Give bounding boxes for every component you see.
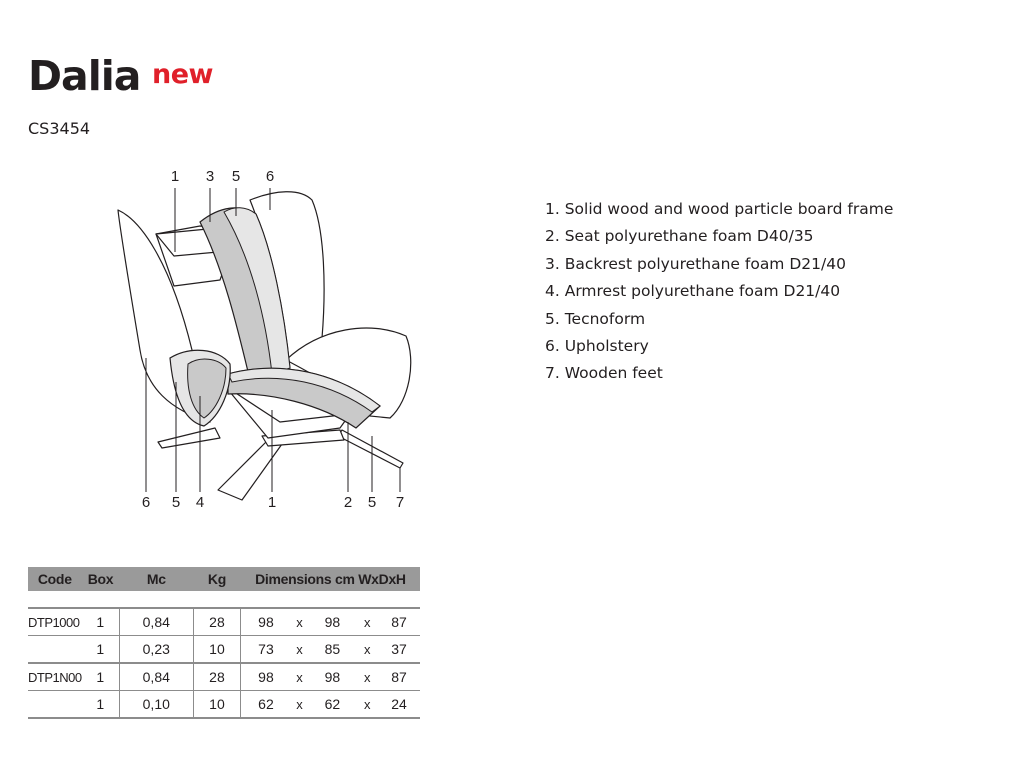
row-height: 24 <box>378 691 420 719</box>
row-width: 62 <box>241 691 291 719</box>
row-separator: x <box>291 691 309 719</box>
row-separator: x <box>356 691 378 719</box>
callout-bottom-6: 6 <box>141 494 151 511</box>
row-depth: 62 <box>308 691 356 719</box>
row-mc: 0,23 <box>119 636 193 664</box>
row-height: 87 <box>378 663 420 691</box>
chair-cutaway-diagram <box>100 160 430 520</box>
legend-item-wooden-feet: 7. Wooden feet <box>545 364 663 383</box>
row-box: 1 <box>82 663 120 691</box>
legend-item-backrest-foam: 3. Backrest polyurethane foam D21/40 <box>545 254 846 273</box>
packaging-specs-table <box>28 567 420 719</box>
callout-bottom-7: 7 <box>395 494 405 511</box>
row-box: 1 <box>82 608 120 636</box>
row-separator: x <box>356 663 378 691</box>
row-height: 87 <box>378 608 420 636</box>
callout-bottom-4: 4 <box>195 494 205 511</box>
legend-item-armrest-foam: 4. Armrest polyurethane foam D21/40 <box>545 282 841 301</box>
row-separator: x <box>291 636 309 664</box>
row-width: 98 <box>241 663 291 691</box>
table-row <box>28 691 420 719</box>
row-code <box>28 691 82 719</box>
header-dimensions: Dimensions cm WxDxH <box>241 567 420 591</box>
header-kg: Kg <box>193 567 241 591</box>
header-mc: Mc <box>119 567 193 591</box>
row-box: 1 <box>82 691 120 719</box>
row-box: 1 <box>82 636 120 664</box>
row-kg: 10 <box>193 636 241 664</box>
row-depth: 98 <box>308 663 356 691</box>
table-row <box>28 636 420 664</box>
chair-drawing <box>100 160 430 520</box>
table-row <box>28 608 420 636</box>
row-separator: x <box>291 663 309 691</box>
row-code <box>28 636 82 664</box>
product-code: CS3454 <box>28 119 91 138</box>
legend-item-seat-foam: 2. Seat polyurethane foam D40/35 <box>545 227 814 246</box>
legend-item-tecnoform: 5. Tecnoform <box>545 309 646 328</box>
callout-bottom-5b: 5 <box>367 494 377 511</box>
header-code: Code <box>28 567 82 591</box>
row-separator: x <box>291 608 309 636</box>
row-kg: 10 <box>193 691 241 719</box>
table-row <box>28 663 420 691</box>
legend-item-frame: 1. Solid wood and wood particle board frame <box>545 200 894 218</box>
product-name: Dalia <box>28 52 141 100</box>
header-box: Box <box>82 567 120 591</box>
callout-top-1: 1 <box>170 168 180 185</box>
row-mc: 0,84 <box>119 608 193 636</box>
row-width: 98 <box>241 608 291 636</box>
row-code: DTP1000 <box>28 608 82 636</box>
component-legend <box>545 198 893 390</box>
table-header-row <box>28 567 420 591</box>
callout-bottom-2: 2 <box>343 494 353 511</box>
legend-item-upholstery: 6. Upholstery <box>545 336 649 355</box>
callout-top-6: 6 <box>265 168 275 185</box>
row-width: 73 <box>241 636 291 664</box>
row-separator: x <box>356 608 378 636</box>
row-code: DTP1N00 <box>28 663 82 691</box>
row-kg: 28 <box>193 608 241 636</box>
table-spacer <box>28 591 420 608</box>
callout-top-5: 5 <box>231 168 241 185</box>
new-badge: new <box>152 59 213 90</box>
callout-bottom-1: 1 <box>267 494 277 511</box>
row-mc: 0,84 <box>119 663 193 691</box>
callout-top-3: 3 <box>205 168 215 185</box>
callout-bottom-5: 5 <box>171 494 181 511</box>
row-depth: 85 <box>308 636 356 664</box>
front-left-foot <box>158 428 220 448</box>
product-header <box>28 52 141 100</box>
row-separator: x <box>356 636 378 664</box>
row-height: 37 <box>378 636 420 664</box>
row-depth: 98 <box>308 608 356 636</box>
row-mc: 0,10 <box>119 691 193 719</box>
row-kg: 28 <box>193 663 241 691</box>
